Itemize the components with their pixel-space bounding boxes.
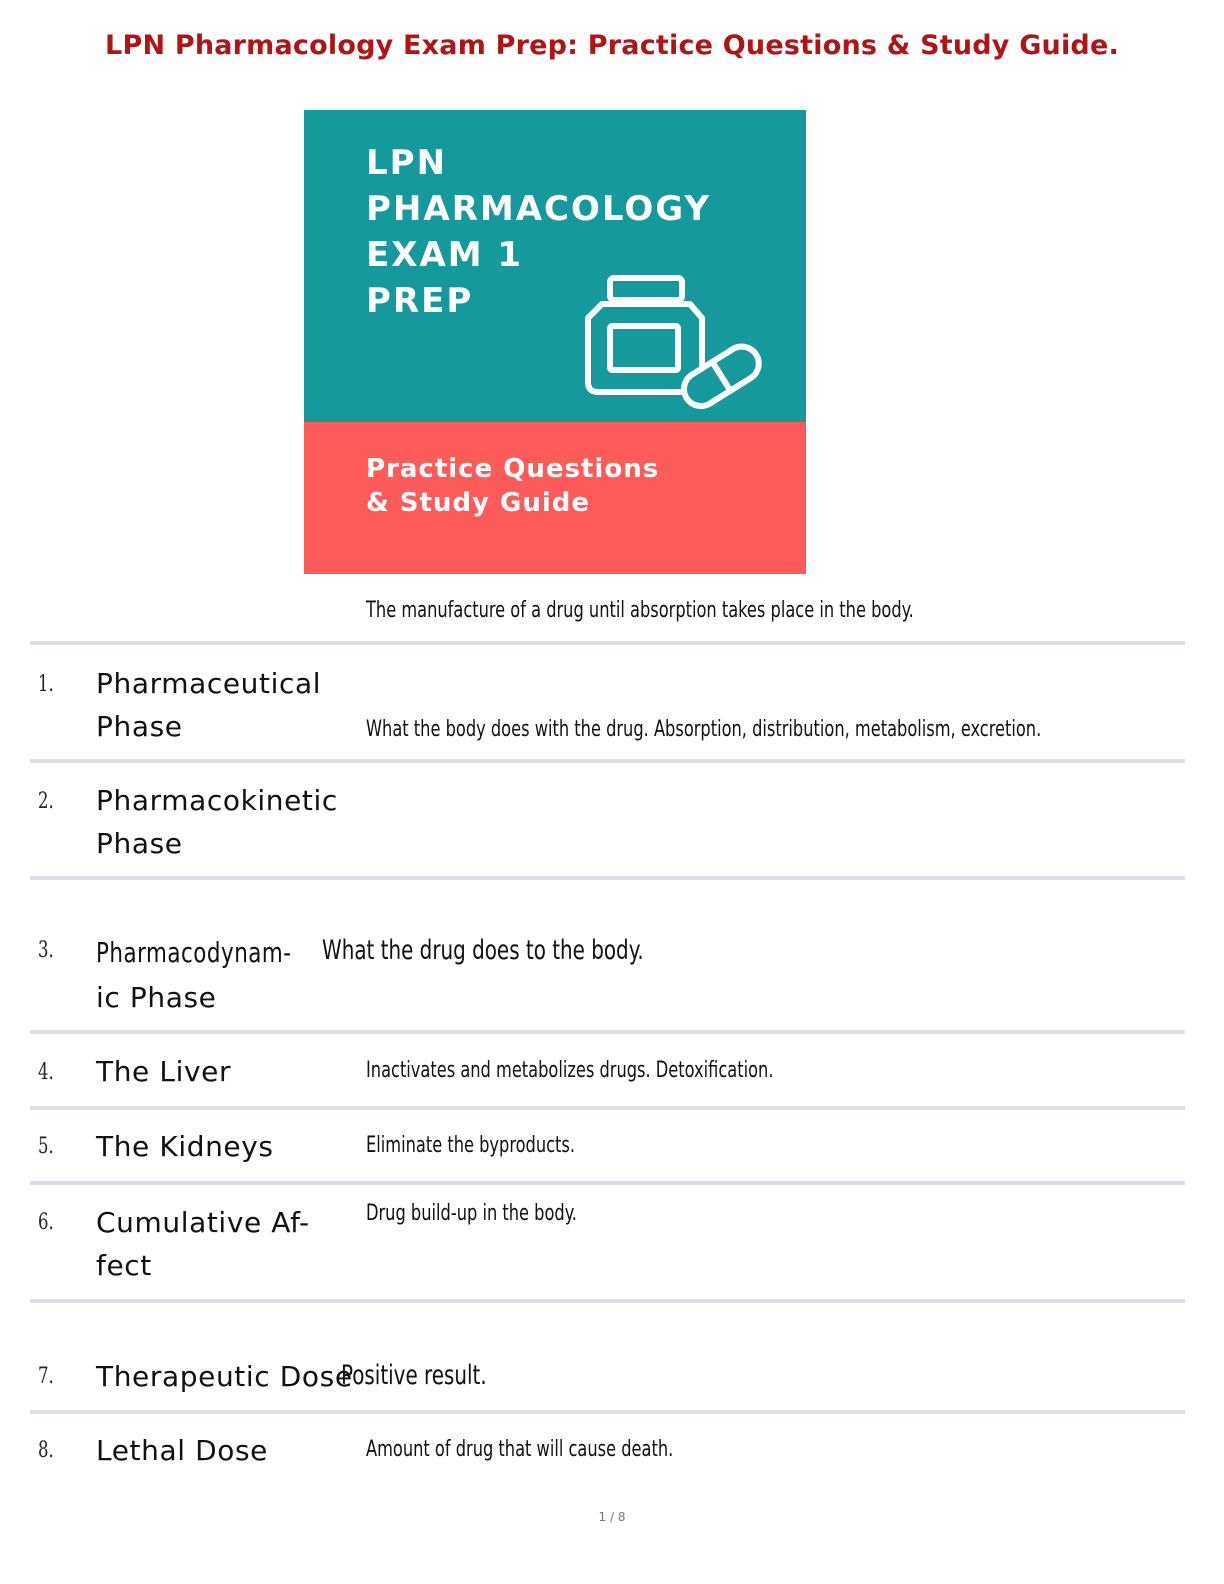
card-5-number: 5. [38, 1134, 54, 1159]
document-title: LPN Pharmacology Exam Prep: Practice Questions & Study Guide. [105, 30, 1119, 61]
card-term-line: ic Phase [96, 981, 217, 1014]
card-term-line: Cumulative Af- [96, 1206, 310, 1239]
card-4-term [96, 1050, 231, 1093]
card-term-line: Lethal Dose [96, 1434, 269, 1467]
divider [30, 1299, 1185, 1303]
card-3-term [96, 930, 326, 1020]
cover-bottom-panel [304, 422, 806, 574]
divider [30, 759, 1185, 763]
card-term-line: The Kidneys [96, 1130, 274, 1163]
card-1-definition: The manufacture of a drug until absorption takes place in the body. [366, 598, 914, 623]
card-8-number: 8. [38, 1438, 54, 1463]
divider [30, 1030, 1185, 1034]
divider [30, 641, 1185, 645]
divider [30, 1106, 1185, 1110]
cover-top-panel [304, 110, 806, 422]
card-2-number: 2. [38, 789, 54, 814]
card-5-term [96, 1125, 274, 1168]
cover-heading-line: PHARMACOLOGY [366, 189, 712, 229]
card-6-term [96, 1201, 310, 1287]
card-4-definition: Inactivates and metabolizes drugs. Detoxification. [366, 1058, 774, 1083]
card-6-number: 6. [38, 1210, 54, 1235]
divider [30, 1410, 1185, 1414]
card-term-line: fect [96, 1249, 152, 1282]
card-term-line: Pharmacodynam- [96, 936, 292, 969]
page-number: 1 / 8 [598, 1510, 626, 1524]
cover-heading-line: EXAM 1 [366, 235, 524, 275]
medicine-bottle-pill-icon [580, 274, 770, 414]
card-2-definition: What the body does with the drug. Absorption, distribution, metabolism, excretion. [366, 717, 1042, 742]
cover-image [304, 110, 806, 574]
card-term-line: Phase [96, 710, 183, 743]
card-7-number: 7. [38, 1364, 54, 1389]
card-8-definition: Amount of drug that will cause death. [366, 1437, 674, 1462]
card-term-line: Therapeutic Dose [96, 1360, 353, 1393]
cover-heading-line: PREP [366, 281, 474, 321]
card-term-line: Phase [96, 827, 183, 860]
card-3-number: 3. [38, 938, 54, 963]
cover-subtitle [366, 452, 659, 520]
card-1-number: 1. [38, 672, 54, 697]
card-2-term [96, 779, 338, 865]
cover-subtitle-line: & Study Guide [366, 488, 591, 518]
cover-heading-line: LPN [366, 143, 448, 183]
card-7-term [96, 1355, 353, 1398]
cover-subtitle-line: Practice Questions [366, 454, 660, 484]
card-5-definition: Eliminate the byproducts. [366, 1133, 576, 1158]
card-term-line: The Liver [96, 1055, 232, 1088]
card-4-number: 4. [38, 1060, 54, 1085]
divider [30, 876, 1185, 880]
card-3-definition: What the drug does to the body. [322, 935, 644, 966]
divider [30, 1181, 1185, 1185]
card-6-definition: Drug build-up in the body. [366, 1201, 577, 1226]
card-term-line: Pharmaceutical [96, 667, 322, 700]
card-1-term [96, 662, 321, 748]
card-term-line: Pharmacokinetic [96, 784, 338, 817]
card-7-definition: Positive result. [341, 1360, 487, 1391]
card-8-term [96, 1429, 268, 1472]
